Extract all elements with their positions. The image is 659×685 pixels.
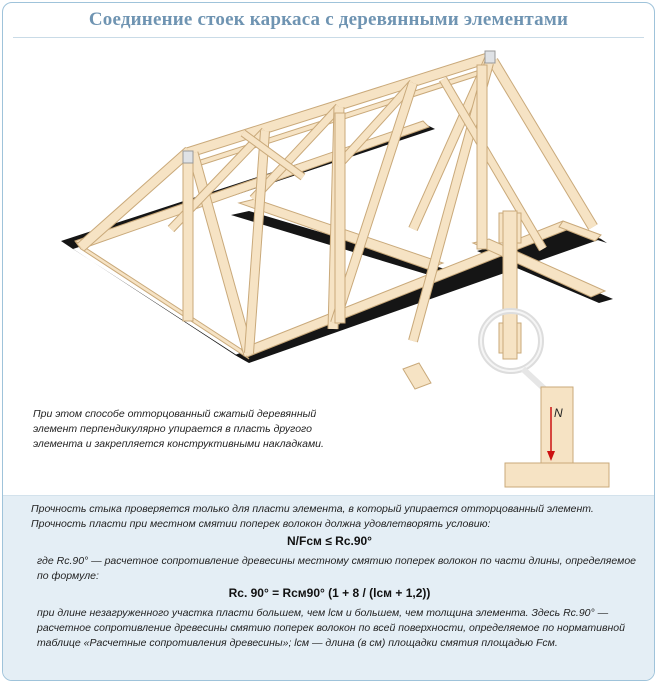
condition-paragraph: при длине незагруженного участка пласти большем, чем lсм и большем, чем толщина элемента. Здесь Rc.90° — расчетное сопротивление древесины смятию поперек волокон по всей поверхности, определяемое по нормативной таблице «Расчетные сопротивления древесины»; lсм — длина (в см) площадки смятия площадью Fсм.: [37, 607, 625, 649]
resistance-formula: Rc. 90° = Rсм90° (1 + 8 / (lсм + 1,2)): [228, 586, 431, 600]
figure-title: Соединение стоек каркаса с деревянными элементами: [88, 9, 569, 30]
joint-detail: [505, 387, 609, 487]
figure-frame: [2, 2, 655, 681]
strength-condition-formula: N/Fсм ≤ Rc.90°: [287, 534, 372, 548]
explanation-panel: [3, 495, 655, 681]
illustration-caption: При этом способе отторцованный сжатый деревянный элемент перпендикулярно упирается в пласть другого элемента и закрепляется конструктивными накладками.: [33, 408, 324, 450]
load-label: N: [554, 406, 563, 420]
strength-paragraph: Прочность стыка проверяется только для пласти элемента, в который упирается отторцованный элемент. Прочность пласти при местном смятии поперек волокон должна удовлетворять условию:: [31, 503, 594, 530]
definition-paragraph: где Rc.90° — расчетное сопротивление древесины местному смятию поперек волокон по части длины, определяемое по формуле:: [37, 555, 637, 582]
